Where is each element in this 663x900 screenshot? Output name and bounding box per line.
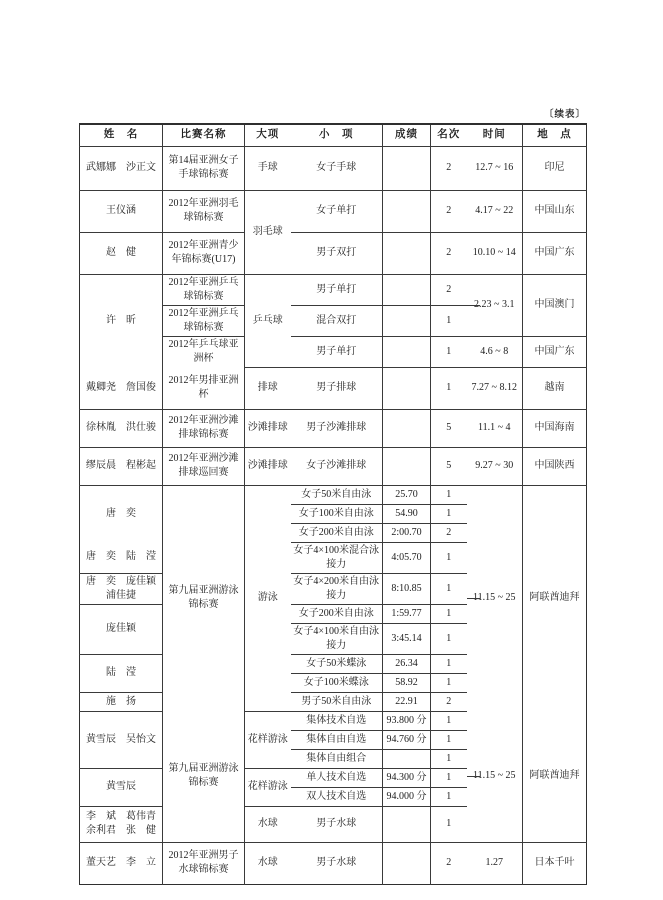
cell-competition: 2012年亚洲乒乓球锦标赛	[163, 274, 245, 305]
table-row	[80, 711, 587, 730]
cell-rank: 2	[431, 190, 467, 232]
cell-minor: 女子沙滩排球	[291, 447, 383, 485]
cell-rank: 1	[431, 711, 467, 730]
cell-competition: 2012年亚洲青少年锦标赛(U17)	[163, 232, 245, 274]
cell-time: 2.23 ~ 3.1	[467, 274, 523, 336]
table-row	[80, 146, 587, 190]
cell-minor: 女子100米蝶泳	[291, 673, 383, 692]
cell-rank: 2	[431, 523, 467, 542]
results-table	[79, 123, 587, 885]
cell-rank: 2	[431, 842, 467, 884]
cell-major: 羽毛球	[245, 190, 291, 274]
cell-rank: 1	[431, 504, 467, 523]
cell-score	[383, 409, 431, 447]
table-row	[80, 485, 587, 504]
cell-rank: 1	[431, 654, 467, 673]
cell-major: 沙滩排球	[245, 447, 291, 485]
cell-minor: 男子排球	[291, 367, 383, 409]
table-header-row	[80, 124, 587, 146]
cell-score: 22.91	[383, 692, 431, 711]
cell-major: 手球	[245, 146, 291, 190]
cell-time: 11.1 ~ 4	[467, 409, 523, 447]
cell-name: 王仪涵	[80, 190, 163, 232]
table-row	[80, 842, 587, 884]
cell-location: 日本千叶	[523, 842, 587, 884]
cell-time: 10.10 ~ 14	[467, 232, 523, 274]
cell-rank: 1	[431, 367, 467, 409]
cell-rank: 1	[431, 768, 467, 787]
cell-location: 中国海南	[523, 409, 587, 447]
cell-minor: 女子4×100米混合泳接力	[291, 542, 383, 573]
cell-minor: 双人技术自选	[291, 787, 383, 806]
cell-time: 12.7 ~ 16	[467, 146, 523, 190]
cell-name: 许 昕	[106, 314, 136, 326]
cell-score	[383, 232, 431, 274]
cell-name: 黄雪辰	[80, 768, 163, 806]
cell-competition: 2012年亚洲沙滩排球巡回赛	[163, 447, 245, 485]
header-rank: 名次	[431, 124, 467, 146]
cell-location: 印尼	[523, 146, 587, 190]
cell-name: 董天艺 李 立	[86, 857, 156, 868]
cell-competition: 第九届亚洲游泳锦标赛	[163, 485, 245, 711]
cell-name: 缪辰晨 程彬起	[80, 447, 163, 485]
continued-table-marker: 〔续表〕	[543, 110, 586, 120]
cell-rank: 1	[431, 604, 467, 623]
cell-score: 58.92	[383, 673, 431, 692]
cell-location: 中国广东	[523, 232, 587, 274]
cell-score: 54.90	[383, 504, 431, 523]
header-time: 时间	[467, 124, 523, 146]
cell-score: 94.300 分	[383, 768, 431, 787]
cell-name: 唐 奕	[106, 507, 136, 519]
cell-competition: 2012年亚洲羽毛球锦标赛	[163, 190, 245, 232]
cell-competition: 第14届亚洲女子手球锦标赛	[163, 146, 245, 190]
cell-time: 11.15 ~ 25	[467, 711, 523, 842]
cell-name: 黄雪辰 吴怡文	[80, 711, 163, 768]
cell-name: 赵 健	[80, 232, 163, 274]
cell-rank: 1	[431, 336, 467, 367]
cell-minor: 女子200米自由泳	[291, 604, 383, 623]
cell-score	[383, 305, 431, 336]
header-minor-event: 小 项	[291, 124, 383, 146]
table-row	[80, 190, 587, 232]
cell-major: 游泳	[245, 485, 291, 711]
cell-major: 乒乓球	[245, 274, 291, 367]
cell-competition: 2012年男排亚洲杯	[163, 367, 245, 409]
cell-location: 中国陕西	[523, 447, 587, 485]
cell-name: 徐林胤 洪仕骏	[80, 409, 163, 447]
cell-score: 93.800 分	[383, 711, 431, 730]
cell-minor: 男子单打	[291, 274, 383, 305]
header-competition: 比赛名称	[163, 124, 245, 146]
cell-score	[383, 336, 431, 367]
cell-rank: 1	[431, 542, 467, 573]
cell-major: 排球	[245, 367, 291, 409]
cell-score: 8:10.85	[383, 573, 431, 604]
cell-rank: 2	[431, 232, 467, 274]
cell-location: 阿联酋迪拜	[523, 711, 587, 842]
cell-minor: 女子50米蝶泳	[291, 654, 383, 673]
cell-competition: 第九届亚洲游泳锦标赛	[163, 711, 245, 842]
cell-score: 2:00.70	[383, 523, 431, 542]
table-row	[80, 447, 587, 485]
cell-rank: 1	[431, 623, 467, 654]
cell-location: 中国澳门	[523, 274, 587, 336]
cell-location: 越南	[523, 367, 587, 409]
cell-score	[383, 447, 431, 485]
cell-time: 9.27 ~ 30	[467, 447, 523, 485]
cell-time: 4.6 ~ 8	[467, 336, 523, 367]
table-row	[80, 274, 587, 305]
cell-minor: 女子50米自由泳	[291, 485, 383, 504]
cell-rank: 1	[431, 305, 467, 336]
cell-minor: 单人技术自选	[291, 768, 383, 787]
cell-major: 花样游泳	[245, 768, 291, 806]
cell-minor: 女子单打	[291, 190, 383, 232]
cell-time: 1.27	[485, 857, 503, 868]
cell-name: 戴卿尧 詹国俊	[80, 367, 163, 409]
cell-name: 庞佳颖	[80, 604, 163, 654]
cell-rank: 5	[431, 409, 467, 447]
cell-name: 武娜娜 沙正文	[80, 146, 163, 190]
cell-rank: 1	[431, 673, 467, 692]
cell-score: 4:05.70	[383, 542, 431, 573]
cell-score	[383, 842, 431, 884]
cell-rank: 5	[431, 447, 467, 485]
cell-major: 花样游泳	[245, 711, 291, 768]
cell-rank: 1	[431, 787, 467, 806]
cell-location: 中国山东	[523, 190, 587, 232]
cell-score	[383, 274, 431, 305]
header-score: 成绩	[383, 124, 431, 146]
cell-minor: 集体自由自选	[291, 730, 383, 749]
cell-location: 中国广东	[523, 336, 587, 367]
cell-score: 94.000 分	[383, 787, 431, 806]
cell-major: 沙滩排球	[245, 409, 291, 447]
cell-score: 26.34	[383, 654, 431, 673]
cell-rank: 1	[431, 485, 467, 504]
cell-name: 李 斌 葛伟青 余利君 张 健	[80, 806, 163, 842]
header-major-event: 大项	[245, 124, 291, 146]
cell-score	[383, 190, 431, 232]
cell-minor: 女子100米自由泳	[291, 504, 383, 523]
table-row	[80, 232, 587, 274]
cell-time: 7.27 ~ 8.12	[467, 367, 523, 409]
table-row	[80, 409, 587, 447]
cell-score	[383, 367, 431, 409]
cell-minor: 男子50米自由泳	[291, 692, 383, 711]
cell-major: 水球	[245, 842, 291, 884]
cell-minor: 男子水球	[291, 806, 383, 842]
cell-rank: 2	[431, 274, 467, 305]
cell-rank: 2	[431, 692, 467, 711]
cell-name: 陆 滢	[80, 654, 163, 692]
cell-rank: 1	[431, 730, 467, 749]
cell-score	[383, 749, 431, 768]
cell-minor: 男子沙滩排球	[291, 409, 383, 447]
cell-location: 阿联酋迪拜	[523, 485, 587, 711]
cell-minor: 集体自由组合	[291, 749, 383, 768]
cell-score: 1:59.77	[383, 604, 431, 623]
table-row	[80, 367, 587, 409]
cell-minor: 女子200米自由泳	[291, 523, 383, 542]
cell-score: 94.760 分	[383, 730, 431, 749]
cell-name: 唐 奕 庞佳颖 浦佳捷	[80, 573, 163, 604]
cell-name: 施 扬	[80, 692, 163, 711]
cell-rank: 1	[431, 749, 467, 768]
cell-score	[383, 806, 431, 842]
cell-minor: 女子4×100米自由泳接力	[291, 623, 383, 654]
cell-name: 唐 奕 陆 滢	[80, 542, 163, 573]
cell-score: 25.70	[383, 485, 431, 504]
cell-rank: 1	[431, 573, 467, 604]
cell-rank: 2	[431, 146, 467, 190]
cell-competition: 2012年亚洲沙滩排球锦标赛	[163, 409, 245, 447]
cell-score	[383, 146, 431, 190]
cell-competition: 2012年亚洲乒乓球锦标赛	[163, 305, 245, 336]
cell-minor: 男子双打	[291, 232, 383, 274]
header-name: 姓 名	[80, 124, 163, 146]
cell-rank: 1	[431, 806, 467, 842]
cell-minor: 男子单打	[291, 336, 383, 367]
cell-score: 3:45.14	[383, 623, 431, 654]
cell-minor: 混合双打	[291, 305, 383, 336]
cell-minor: 集体技术自选	[291, 711, 383, 730]
cell-major: 水球	[245, 806, 291, 842]
cell-time: 4.17 ~ 22	[467, 190, 523, 232]
cell-competition: 2012年乒乓球亚洲杯	[163, 336, 245, 367]
cell-minor: 女子手球	[291, 146, 383, 190]
cell-minor: 女子4×200米自由泳接力	[291, 573, 383, 604]
cell-minor: 男子水球	[316, 857, 357, 868]
cell-competition: 2012年亚洲男子水球锦标赛	[163, 842, 245, 884]
header-location: 地 点	[523, 124, 587, 146]
cell-time: 11.15 ~ 25	[467, 485, 523, 711]
